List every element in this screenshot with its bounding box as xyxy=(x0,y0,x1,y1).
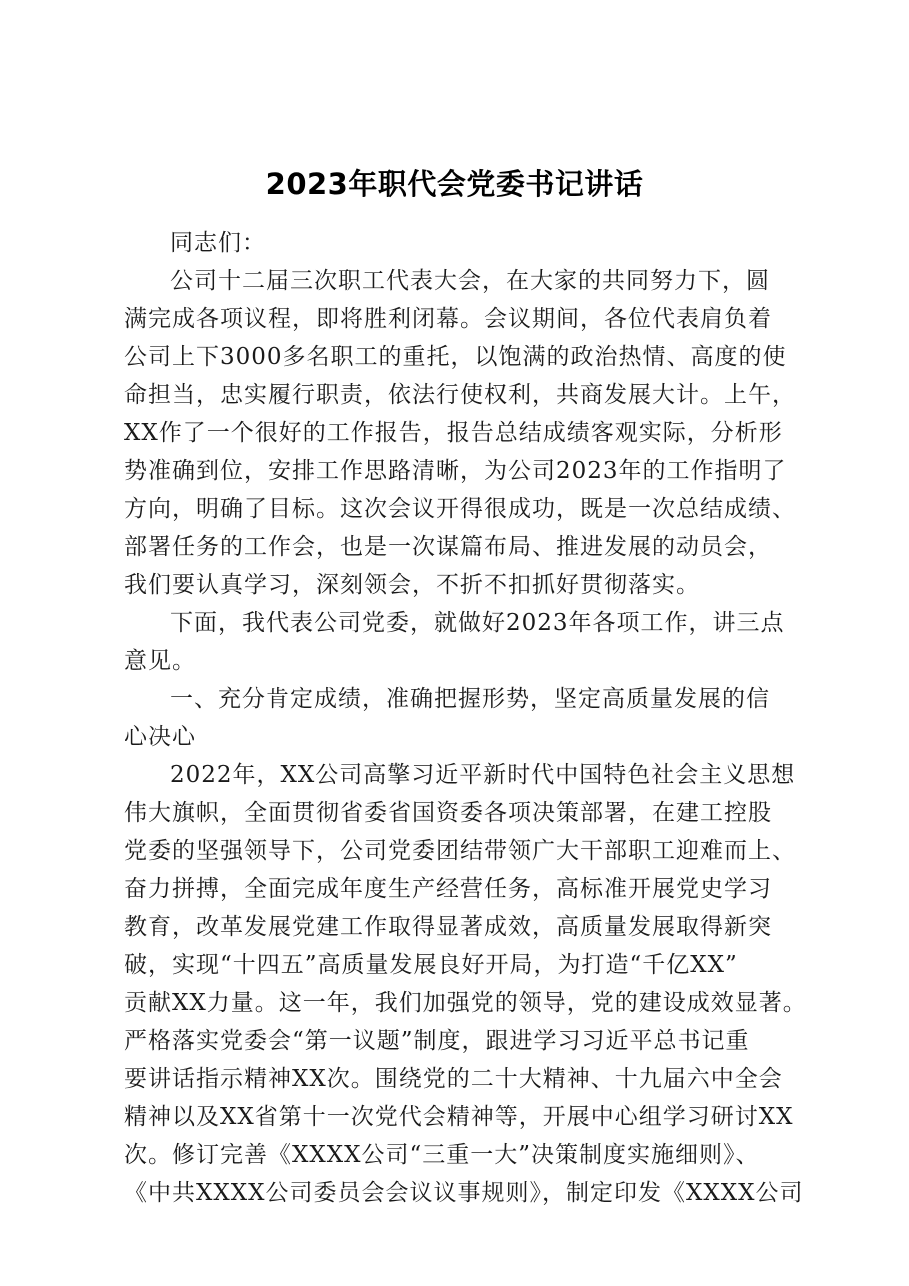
text-line: 公司十二届三次职工代表大会，在大家的共同努力下，圆 xyxy=(170,268,770,294)
text-line: 精神以及XX省第十一次党代会精神等，开展中心组学习研讨XX xyxy=(124,1104,794,1130)
text-line: 破，实现“十四五”高质量发展良好开局，为打造“千亿XX” xyxy=(124,952,738,978)
text-line: 次。修订完善《XXXX公司“三重一大”决策制度实施细则》、 xyxy=(124,1142,760,1168)
text-line: 满完成各项议程，即将胜利闭幕。会议期间，各位代表肩负着 xyxy=(124,306,772,332)
text-line: 部署任务的工作会，也是一次谋篇布局、推进发展的动员会， xyxy=(124,534,772,560)
document-body xyxy=(124,224,812,1212)
text-line: 要讲话指示精神XX次。围绕党的二十大精神、十九届六中全会 xyxy=(124,1066,783,1092)
text-line: 2022年，XX公司高擎习近平新时代中国特色社会主义思想 xyxy=(170,762,796,788)
text-line: 严格落实党委会“第一议题”制度，跟进学习习近平总书记重 xyxy=(124,1028,750,1054)
text-line: 心决心 xyxy=(124,724,196,750)
text-line: 《中共XXXX公司委员会会议议事规则》，制定印发《XXXX公司 xyxy=(124,1180,804,1206)
text-line: 命担当，忠实履行职责，依法行使权利，共商发展大计。上午， xyxy=(124,382,796,408)
text-line: 下面，我代表公司党委，就做好2023年各项工作，讲三点 xyxy=(170,610,785,636)
text-line: 我们要认真学习，深刻领会，不折不扣抓好贯彻落实。 xyxy=(124,572,700,598)
document-title: 2023年职代会党委书记讲话 xyxy=(265,167,644,201)
text-line: 方向，明确了目标。这次会议开得很成功，既是一次总结成绩、 xyxy=(124,496,796,522)
text-line: 势准确到位，安排工作思路清晰，为公司2023年的工作指明了 xyxy=(124,458,787,484)
text-line: 教育，改革发展党建工作取得显著成效，高质量发展取得新突 xyxy=(124,914,772,940)
text-line: 公司上下3000多名职工的重托，以饱满的政治热情、高度的使 xyxy=(124,344,787,370)
text-line: XX作了一个很好的工作报告，报告总结成绩客观实际，分析形 xyxy=(124,420,783,446)
text-line: 伟大旗帜，全面贯彻省委省国资委各项决策部署，在建工控股 xyxy=(124,800,772,826)
text-line: 同志们： xyxy=(170,230,266,256)
text-line: 一、充分肯定成绩，准确把握形势，坚定高质量发展的信 xyxy=(170,686,770,712)
text-line: 意见。 xyxy=(124,648,196,674)
text-line: 贡献XX力量。这一年，我们加强党的领导，党的建设成效显著。 xyxy=(124,990,807,1016)
text-line: 奋力拼搏，全面完成年度生产经营任务，高标准开展党史学习 xyxy=(124,876,772,902)
text-line: 党委的坚强领导下，公司党委团结带领广大干部职工迎难而上、 xyxy=(124,838,796,864)
